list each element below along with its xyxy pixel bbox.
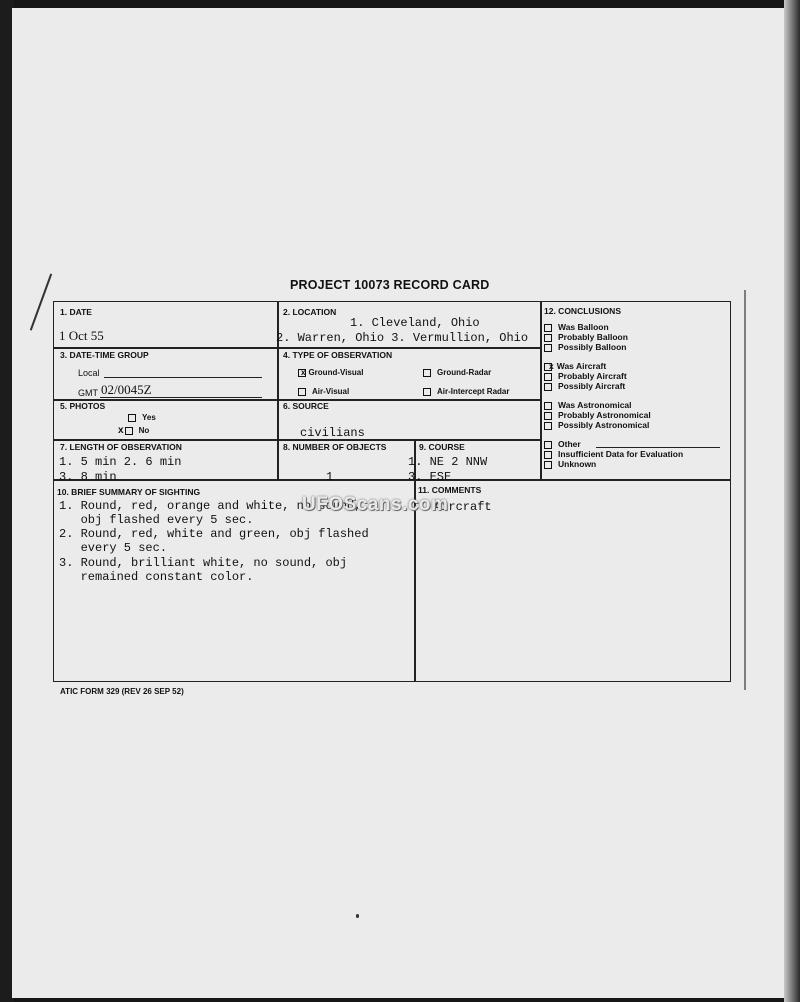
location-line-1: 1. Cleveland, Ohio <box>350 316 480 330</box>
photos-yes-option <box>128 413 156 422</box>
photos-label: 5. PHOTOS <box>60 401 106 411</box>
gmt-value: 02/0045Z <box>101 382 152 397</box>
course-label: 9. COURSE <box>419 442 465 452</box>
photos-no-label: No <box>138 426 150 435</box>
air-visual-option <box>298 387 349 396</box>
summary-line-6: remained constant color. <box>59 570 254 584</box>
photos-yes-checkbox <box>128 414 136 422</box>
ground-visual-option <box>298 368 363 377</box>
photos-yes-label: Yes <box>142 413 156 422</box>
air-intercept-checkbox <box>423 388 431 396</box>
summary-line-1: 1. Round, red, orange and white, no sound, <box>59 499 362 513</box>
length-line-1: 1. 5 min 2. 6 min <box>59 455 182 469</box>
conclusion-probably-astronomical: Probably Astronomical <box>544 411 651 421</box>
summary-label: 10. BRIEF SUMMARY OF SIGHTING <box>57 487 201 497</box>
card-title: PROJECT 10073 RECORD CARD <box>290 278 490 292</box>
local-label: Local <box>78 368 100 378</box>
length-label: 7. LENGTH OF OBSERVATION <box>60 442 182 452</box>
air-visual-checkbox <box>298 388 306 396</box>
conclusion-insufficient-data: Insufficient Data for Evaluation <box>544 450 683 460</box>
conclusion-was-astronomical: Was Astronomical <box>544 401 632 411</box>
conclusion-unknown: Unknown <box>544 460 596 470</box>
date-value: 1 Oct 55 <box>59 328 104 343</box>
ground-radar-label: Ground-Radar <box>437 368 492 377</box>
air-intercept-label: Air-Intercept Radar <box>437 387 510 396</box>
summary-line-4: every 5 sec. <box>59 541 168 555</box>
other-underline <box>596 447 720 448</box>
source-value: civilians <box>300 426 365 440</box>
air-intercept-option <box>423 387 509 396</box>
location-label: 2. LOCATION <box>283 307 337 317</box>
form-footer: ATIC FORM 329 (REV 26 SEP 52) <box>60 687 184 696</box>
ground-radar-option <box>423 368 491 377</box>
gmt-underline <box>100 397 262 398</box>
local-underline <box>104 377 262 378</box>
scan-right-edge <box>784 0 800 1002</box>
source-label: 6. SOURCE <box>283 401 329 411</box>
summary-line-5: 3. Round, brilliant white, no sound, obj <box>59 556 348 570</box>
right-margin-mark <box>744 290 746 690</box>
conclusion-was-balloon: Was Balloon <box>544 323 609 333</box>
objects-label: 8. NUMBER OF OBJECTS <box>283 442 387 452</box>
conclusions-label: 12. CONCLUSIONS <box>544 306 621 316</box>
comments-label: 11. COMMENTS <box>418 485 482 495</box>
comments-value: Aircraft <box>434 500 492 514</box>
location-line-2: 2. Warren, Ohio 3. Vermullion, Ohio <box>276 331 529 345</box>
ground-radar-checkbox <box>423 369 431 377</box>
conclusion-possibly-astronomical: Possibly Astronomical <box>544 421 649 431</box>
conclusion-probably-aircraft: Probably Aircraft <box>544 372 627 382</box>
was-aircraft-mark: x <box>549 361 554 371</box>
summary-line-2: obj flashed every 5 sec. <box>59 513 254 527</box>
observation-type-label: 4. TYPE OF OBSERVATION <box>283 350 393 360</box>
summary-line-3: 2. Round, red, white and green, obj flashed <box>59 527 369 541</box>
photos-no-mark: x <box>118 425 124 436</box>
gmt-label: GMT <box>78 388 98 398</box>
course-line-1: 1. NE 2 NNW <box>408 455 488 469</box>
photos-no-option <box>118 425 149 436</box>
objects-value: 1 <box>326 470 334 484</box>
conclusion-possibly-aircraft: Possibly Aircraft <box>544 382 625 392</box>
conclusion-possibly-balloon: Possibly Balloon <box>544 343 627 353</box>
ground-visual-label: Ground-Visual <box>308 368 364 377</box>
photos-no-checkbox <box>125 427 133 435</box>
conclusion-was-aircraft: x Was Aircraft <box>544 362 606 372</box>
air-visual-label: Air-Visual <box>312 387 350 396</box>
conclusion-probably-balloon: Probably Balloon <box>544 333 628 343</box>
ink-dot <box>356 914 359 918</box>
date-label: 1. DATE <box>60 307 92 317</box>
date-time-group-label: 3. DATE-TIME GROUP <box>60 350 149 360</box>
watermark: UFOScans.com <box>302 494 449 515</box>
length-line-2: 3. 8 min <box>59 470 117 484</box>
ground-visual-mark: x <box>301 368 306 377</box>
conclusion-other: Other <box>544 440 581 450</box>
course-line-2: 3. ESE <box>408 470 452 484</box>
